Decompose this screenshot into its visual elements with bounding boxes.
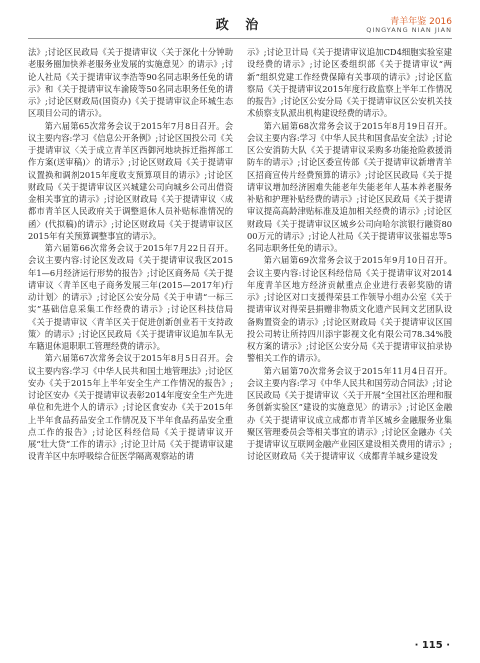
section-title: 政 治 <box>215 18 265 33</box>
header-divider <box>28 38 452 39</box>
right-column <box>247 46 452 634</box>
paragraph: 第六届第69次常务会议于2015年9月10日召开。会议主要内容:讨论区科经信局《关于提请审议对2014年度青羊区地方经济贡献重点企业进行表彰奖励的请示》;讨论区对口支援得荣县工作领导小组办公室《关于提请审议对得荣县捐赠非物质文化遗产民间文艺团队设备购置资金的请示》;讨论区财政局《关于提请审议区国投公司转让所持四川添宇影视文化有限公司78.34%股权方案的请示》;讨论区公安分局《关于提请审议拍录协警相关工作的请示》。 <box>247 255 452 364</box>
left-column <box>28 46 233 634</box>
paragraph: 第六届第66次常务会议于2015年7月22日召开。会议主要内容:讨论区发改局《关于提请审议我区2015年1—6月经济运行形势的报告》;讨论区商务局《关于提请审议〈青羊区电子商务发展三年(2015—2017年)行动计划〉的请示》;讨论区公安分局《关于申请“一标三实”基础信息采集工作经费的请示》;讨论区科技信局《关于提请审议〈青羊区关于促进创新创业若干支持政策〉的请示》;讨论区民政局《关于提请审议追加车队无车籍退休退职职工管理经费的请示》。 <box>28 243 233 351</box>
yearbook-title: 青羊年鉴 2016 <box>390 17 452 27</box>
paragraph: 法》;讨论区民政局《关于提请审议〈关于深化十分钟助老服务圈加快养老服务业发展的实施意见〉的请示》;讨论人社局《关于提请审议李浩等90名同志职务任免的请示》和《关于提请审议车渝陵等50名同志职务任免的请示》;讨论区财政局(国资办)《关于提请审议企环城生态区项目公司的请示》。 <box>28 47 233 119</box>
paragraph: 第六届第67次常务会议于2015年8月5日召开。会议主要内容:学习《中华人民共和国土地管理法》;讨论区安办《关于2015年上半年安全生产工作情况的报告》;讨论区安办《关于提请审议表彰2014年度安全生产先进单位和先进个人的请示》;讨论区食安办《关于2015年上半年食品药品安全工作情况及下半年食品药品安全重点工作的报告》;讨论区科经信局《关于提请审议开展“壮大贷”工作的请示》;讨论卫计局《关于提请审议建设青羊区中东呼吸综合征医学隔离观察站的请 <box>28 353 233 462</box>
text-columns <box>28 46 452 634</box>
page-header <box>28 14 452 44</box>
page-number: · 115 · <box>414 640 450 651</box>
yearbook-english-title: QINGYANG NIAN JIAN <box>366 26 452 34</box>
paragraph: 示》;讨论卫计局《关于提请审议追加CD4细胞实验室建设经费的请示》;讨论区委组织部《关于提请审议“两新”组织党建工作经费保障有关事项的请示》;讨论区监察局《关于提请审议2015年度行政监察上半年工作情况的报告》;讨论区公安分局《关于提请审议区公安机关技术侦察支队派出机构建设经费的请示》。 <box>247 47 452 119</box>
paragraph: 第六届第68次常务会议于2015年8月19日召开。会议主要内容:学习《中华人民共和国食品安全法》;讨论区公安消防大队《关于提请审议采购多功能抢险救援消防车的请示》;讨论区委宣传部《关于提请审议新增青羊区招商宣传片经费预算的请示》;讨论区民政局《关于提请审议增加经济困难失能老年失能老年人基本养老服务补贴和护理补贴经费的请示》;讨论区民政局《关于提请审议提高高龄津贴标准及追加相关经费的请示》;讨论区财政局《关于提请审议区城乡公司向哈尔滨银行融资8000万元的请示》;讨论人社局《关于提请审议张福忠等5名同志职务任免的请示》。 <box>247 120 452 253</box>
paragraph: 第六届第70次常务会议于2015年11月4日召开。会议主要内容:学习《中华人民共和国劳动合同法》;讨论区民政局《关于提请审议〈关于开展“全国社区治理和服务创新实验区”建设的实施意见〉的请示》;讨论区金融办《关于提请审议成立成都市青羊区城乡金融服务业集聚区管理委员会等相关事宜的请示》;讨论区金融办《关于提请审议互联网金融产业园区建设相关费用的请示》;讨论区财政局《关于提请审议〈成都青羊城乡建设发 <box>247 365 452 462</box>
paragraph: 第六届第65次常务会议于2015年7月8日召开。会议主要内容:学习《信息公开条例》;讨论区国投公司《关于提请审议〈关于成立青羊区西御河地块拆迁指挥部工作方案(送审稿)〉的请示》;讨论区财政局《关于提请审议置换和调剂2015年度收支预算项目的请示》;讨论区财政局《关于提请审议区兴城建公司向城乡公司出借资金相关事宜的请示》;讨论区财政局《关于提请审议〈成都市青羊区人民政府关于调整退休人员补贴标准情况的函〉(代拟稿)的请示》;讨论区财政局《关于提请审议区2015年有关预算调整事宜的请示》。 <box>28 120 233 241</box>
